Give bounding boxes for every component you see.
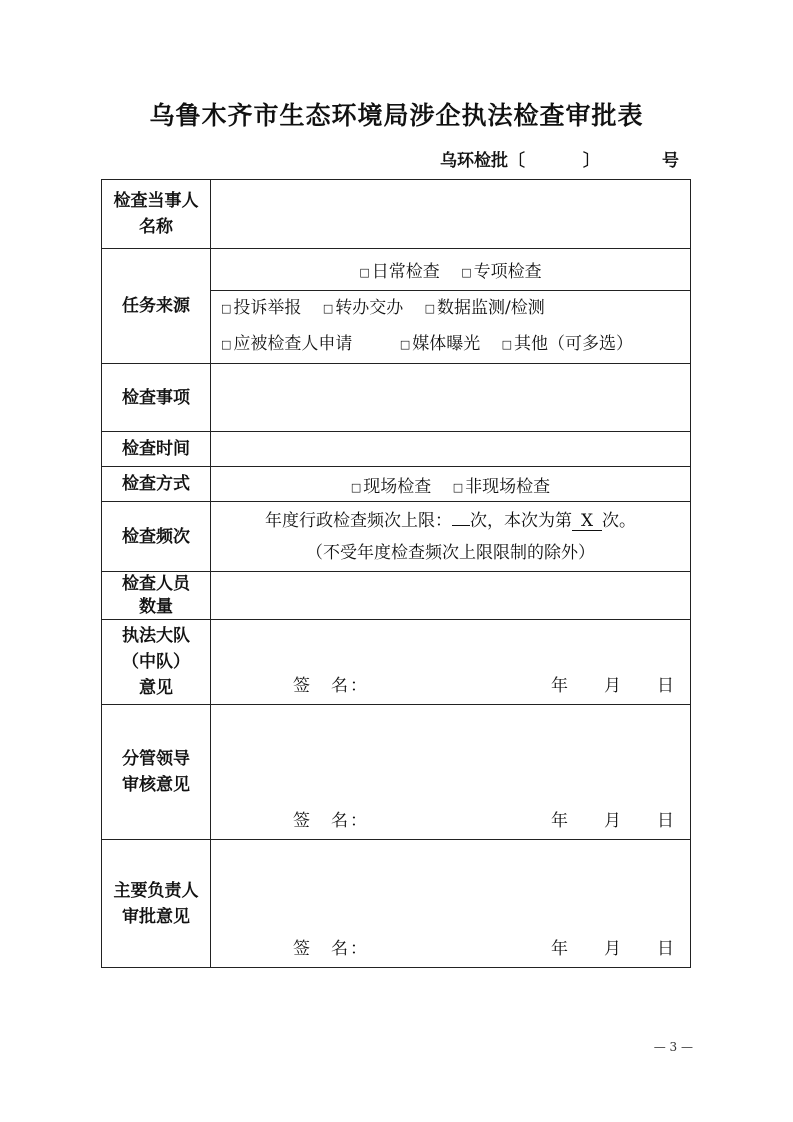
page-number: — 3 — [653,1040,693,1054]
checkbox-icon: □ [322,302,334,315]
approval-table [101,179,691,968]
option-special-check[interactable]: □ 专项检查 [461,262,542,282]
option-daily-check[interactable]: □ 日常检查 [359,262,440,282]
value-check-items[interactable] [211,364,691,432]
label-check-time: 检查时间 [102,432,211,467]
sign-label: 签 名： [293,811,369,831]
option-onsite-check[interactable]: □ 现场检查 [350,476,432,497]
row-inspector-count [102,572,691,620]
row-check-frequency [102,502,691,572]
sign-label: 签 名： [293,676,369,696]
task-source-line1 [211,249,691,291]
value-check-time[interactable] [211,432,691,467]
label-chief-approval [102,840,211,968]
checkbox-icon: □ [399,338,411,351]
label-brigade-opinion [102,620,211,705]
date-label: 年 月 日 [551,676,674,696]
row-check-items [102,364,691,432]
checkbox-icon: □ [359,266,370,279]
label-check-method: 检查方式 [102,467,211,502]
label-task-source: 任务来源 [102,249,211,364]
value-inspector-count[interactable] [211,572,691,620]
value-check-method [211,467,691,502]
row-task-source [102,249,691,291]
label-line: 检查当事人 [113,191,199,211]
frequency-note: （不受年度检查频次上限限制的除外） [306,542,595,563]
option-referral[interactable]: □ 转办交办 [322,298,404,318]
form-title: 乌鲁木齐市生态环境局涉企执法检查审批表 [149,101,644,130]
signature-area [211,840,690,967]
option-other[interactable]: □ 其他（可多选） [501,334,634,354]
checkbox-icon: □ [501,338,513,351]
signature-area [211,620,690,704]
option-media-exposure[interactable]: □ 媒体曝光 [399,334,481,354]
checkbox-icon: □ [424,302,436,315]
sign-label: 签 名： [293,939,369,959]
label-line: 检查人员 [122,573,190,594]
value-brigade-opinion[interactable] [211,620,691,705]
frequency-line: 年度行政检查频次上限： 次，本次为第 X 次。 [265,510,636,531]
label-inspector-count [102,572,211,620]
row-party-name [102,180,691,249]
value-party-name[interactable] [211,180,691,249]
label-leader-review [102,705,211,840]
docno-suffix: 号 [662,151,679,171]
option-complaint[interactable]: □ 投诉举报 [221,298,302,318]
label-check-items: 检查事项 [102,364,211,432]
label-line: 审批意见 [122,906,190,927]
row-check-method [102,467,691,502]
task-source-lines [211,291,691,364]
checkbox-icon: □ [452,480,464,494]
docno-prefix: 乌环检批〔 [440,151,525,171]
task-source-line3 [211,327,690,363]
date-label: 年 月 日 [551,939,674,959]
label-line: 数量 [139,596,173,617]
signature-area [211,705,690,839]
row-chief-approval [102,840,691,968]
option-offsite-check[interactable]: □ 非现场检查 [452,476,551,497]
label-party-name [102,180,211,249]
row-brigade-opinion [102,620,691,705]
value-chief-approval[interactable] [211,840,691,968]
label-line: 名称 [139,217,173,237]
value-leader-review[interactable] [211,705,691,840]
checkbox-icon: □ [221,338,232,351]
label-line: （中队） [122,652,190,672]
label-line: 分管领导 [122,749,190,769]
row-check-time [102,432,691,467]
option-party-request[interactable]: □ 应被检查人申请 [221,334,353,354]
task-source-line2 [211,291,690,327]
checkbox-icon: □ [461,266,472,279]
frequency-current[interactable]: X [572,512,602,531]
label-line: 执法大队 [122,626,190,646]
label-line: 审核意见 [122,775,190,795]
option-data-monitoring[interactable]: □ 数据监测/检测 [424,298,545,318]
frequency-limit-blank[interactable] [452,525,470,526]
checkbox-icon: □ [350,480,362,494]
label-check-frequency: 检查频次 [102,502,211,572]
row-leader-review [102,705,691,840]
value-check-frequency [211,502,691,572]
label-line: 意见 [139,678,173,698]
document-number [440,146,685,171]
date-label: 年 月 日 [551,811,674,831]
docno-bracket: 〕 [582,151,600,171]
checkbox-icon: □ [221,302,232,315]
label-line: 主要负责人 [113,880,199,901]
